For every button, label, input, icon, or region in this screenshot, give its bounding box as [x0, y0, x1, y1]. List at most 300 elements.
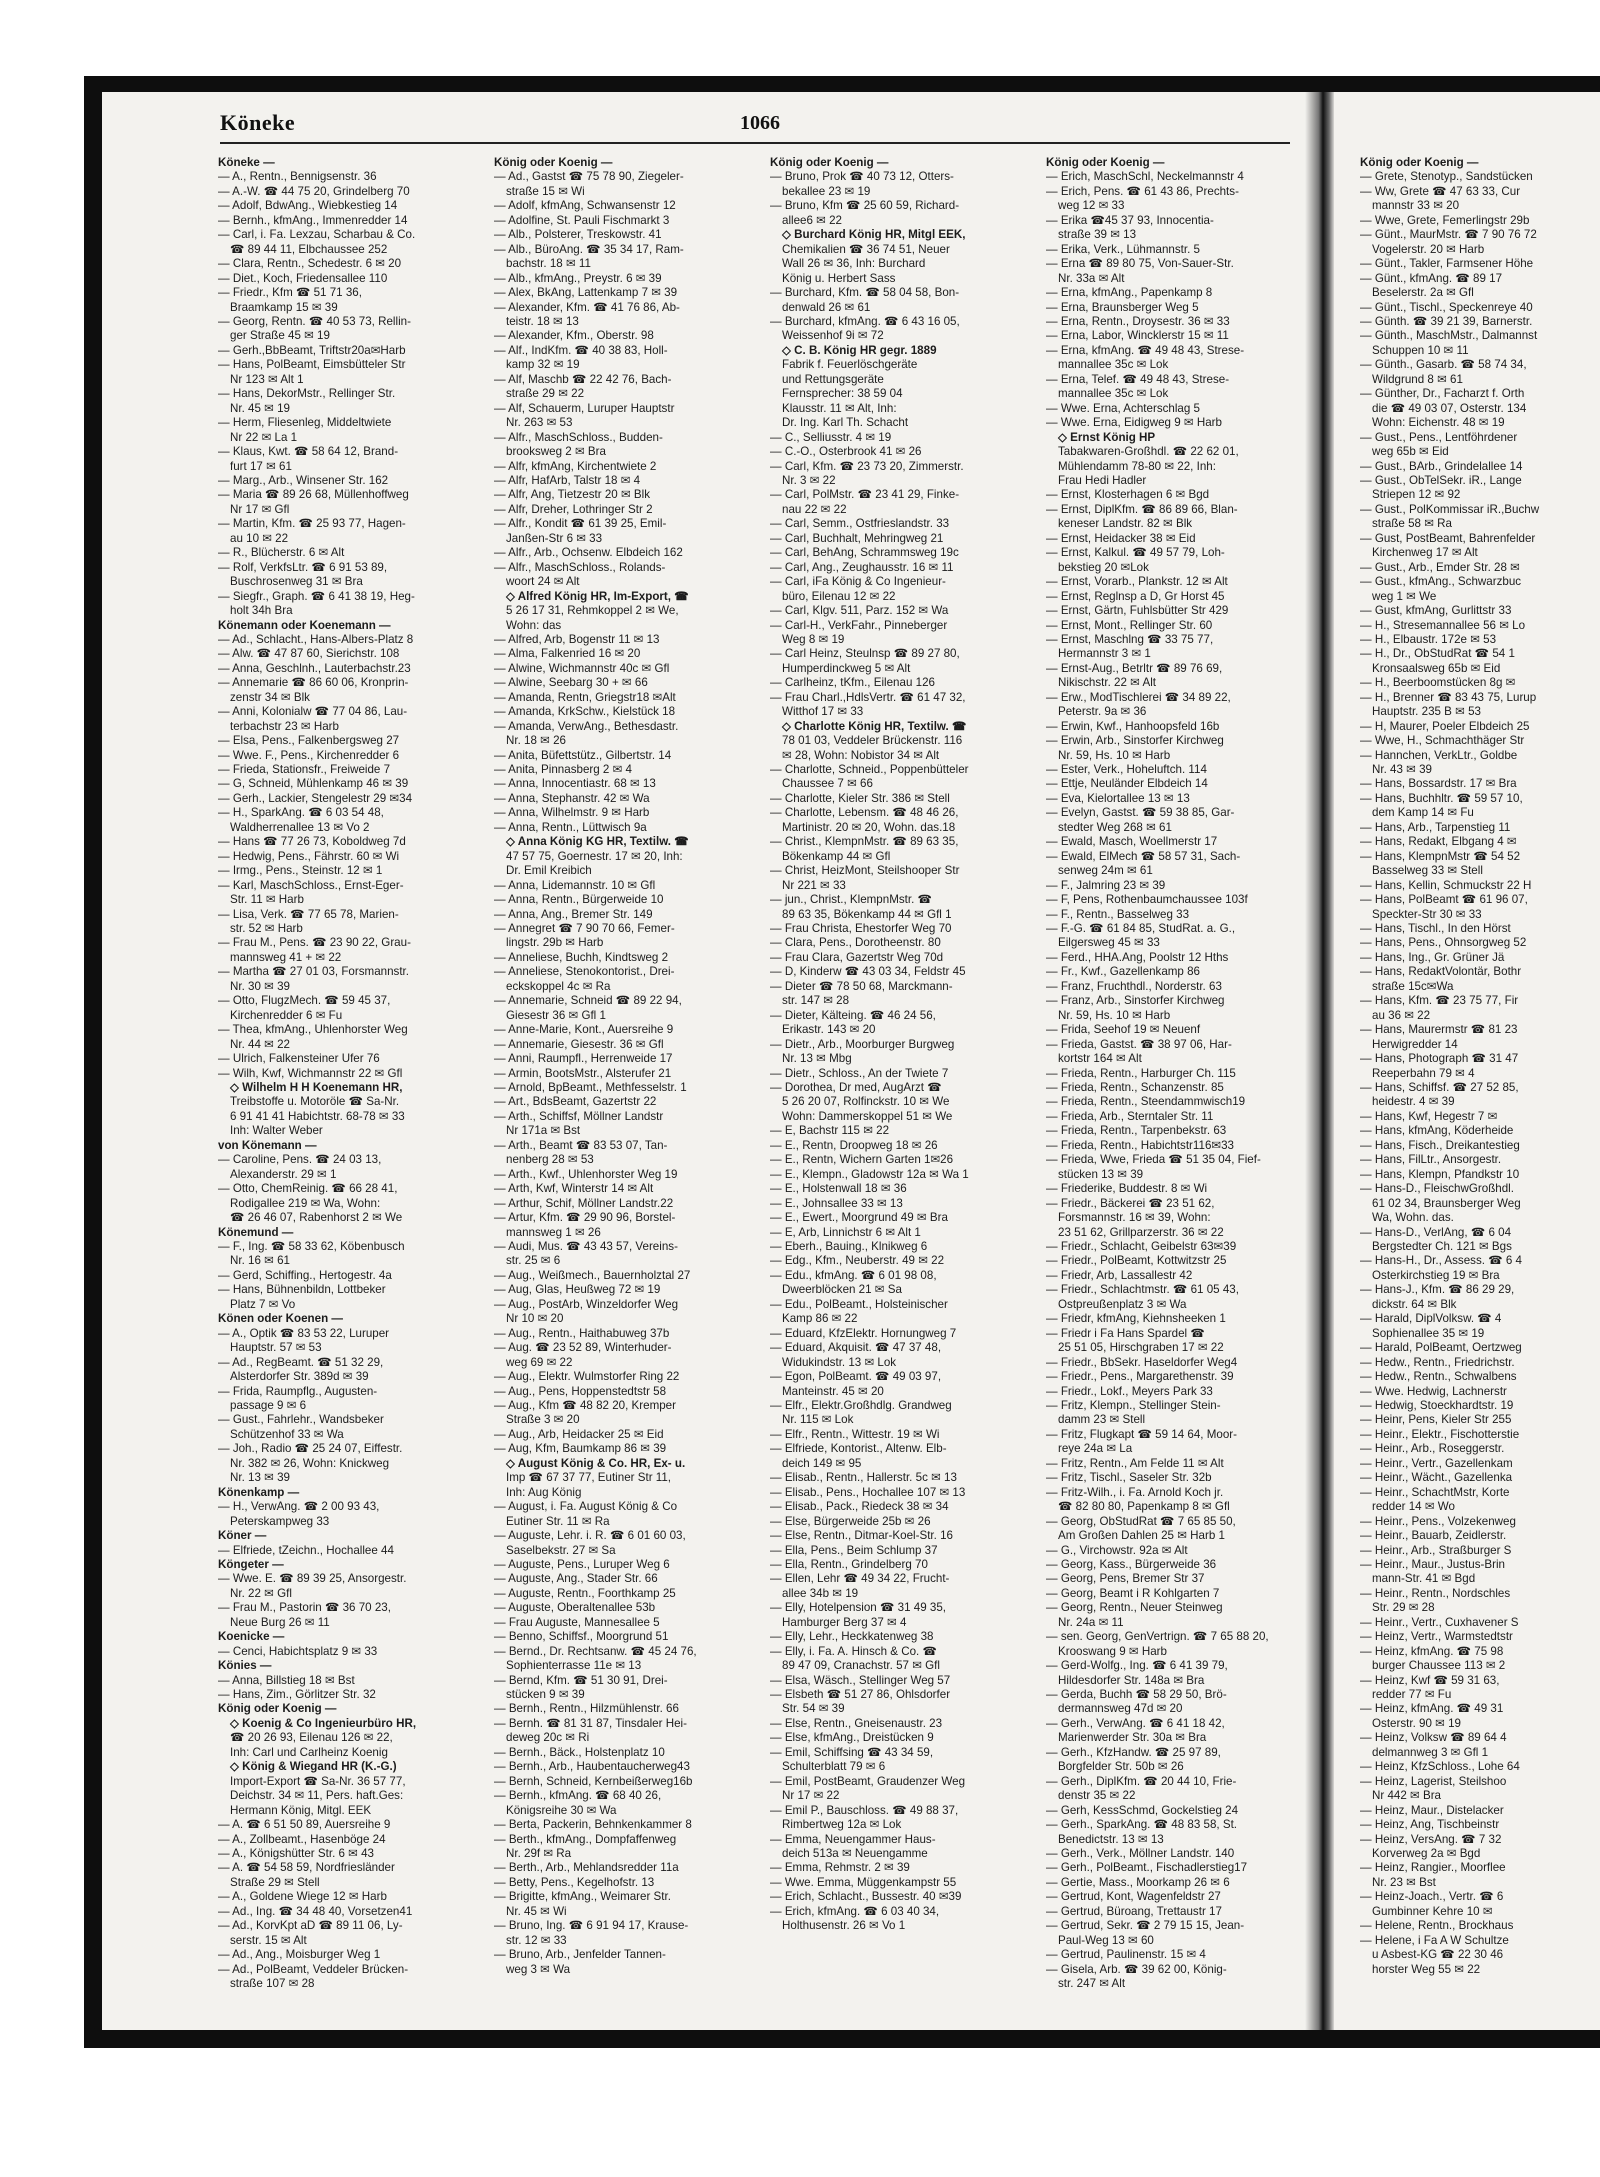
directory-line: — Siegfr., Graph. ☎ 6 41 38 19, Heg-: [218, 589, 415, 603]
directory-line: u Asbest-KG ☎ 22 30 46: [1372, 1948, 1504, 1962]
directory-line: — Arth, Kwf, Winterstr 14 ✉ Alt: [494, 1182, 654, 1196]
directory-line: Marienwerder Str. 30a ✉ Bra: [1058, 1731, 1207, 1745]
directory-line: weg 65b ✉ Eid: [1372, 445, 1449, 459]
directory-line: — C., Selliusstr. 4 ✉ 19: [770, 430, 892, 444]
directory-line: ◇ Anna König KG HR, Textilw. ☎: [506, 835, 689, 849]
directory-line: — Art., BdsBeamt, Gazertstr 22: [494, 1095, 657, 1109]
directory-line: — Anni, Kolonialw ☎ 77 04 86, Lau-: [218, 705, 408, 719]
directory-line: allee 34b ✉ 19: [782, 1586, 859, 1600]
directory-line: Vogelerstr. 20 ✉ Harb: [1372, 242, 1485, 256]
directory-line: — Bruno, Kfm ☎ 25 60 59, Richard-: [770, 199, 960, 213]
directory-line: — Evelyn, Gastst. ☎ 59 38 85, Gar-: [1046, 806, 1235, 820]
directory-line: Wohn: das: [506, 618, 562, 632]
directory-line: Rodigallee 219 ✉ Wa, Wohn:: [230, 1196, 381, 1210]
directory-line: — Hedw., Rentn., Schwalbens: [1360, 1370, 1517, 1384]
directory-line: — Hans, Maurermstr ☎ 81 23: [1360, 1023, 1518, 1037]
directory-line: Kronsaalsweg 65b ✉ Eid: [1372, 661, 1501, 675]
directory-line: — E., Holstenwall 18 ✉ 36: [770, 1182, 907, 1196]
directory-line: str. 147 ✉ 28: [782, 994, 850, 1008]
directory-line: — Bernh., kfmAng. ☎ 68 40 26,: [494, 1789, 662, 1803]
directory-line: ◇ August König & Co. HR, Ex- u.: [506, 1456, 686, 1470]
directory-line: — Günt., Tischl., Speckenreye 40: [1360, 300, 1533, 314]
directory-line: — Frieda, Rentn., Harburger Ch. 115: [1046, 1066, 1236, 1080]
directory-line: — jun., Christ., KlempnMstr. ☎: [770, 893, 932, 907]
directory-line: — Hans, Fisch., Dreikantestieg: [1360, 1138, 1520, 1152]
directory-line: — Frau Charl.,HdlsVertr. ☎ 61 47 32,: [770, 690, 966, 704]
directory-line: — H., Stresemannallee 56 ✉ Lo: [1360, 618, 1526, 632]
directory-line: — Carl, BehAng, Schrammsweg 19c: [770, 546, 959, 560]
directory-column-2: [494, 156, 762, 2026]
directory-line: — Annegret ☎ 7 90 70 66, Femer-: [494, 922, 675, 936]
directory-line: — Günt., MaurMstr. ☎ 7 90 76 72: [1360, 228, 1537, 242]
directory-line: — Alfr, Ang, Tietzestr 20 ✉ Blk: [494, 488, 650, 502]
directory-line: — Dieter ☎ 78 50 68, Marckmann-: [770, 979, 953, 993]
directory-line: — Friedr., Schlacht, Geibelstr 63✉39: [1046, 1239, 1237, 1253]
directory-line: — Hans, KlempnMstr ☎ 54 52: [1360, 849, 1521, 863]
directory-column-5: [1360, 156, 1600, 2026]
directory-line: — Anne-Marie, Kont., Auersreihe 9: [494, 1023, 674, 1037]
directory-line: — Anna, Lidemannstr. 10 ✉ Gfl: [494, 878, 656, 892]
directory-line: Könenkamp —: [218, 1485, 300, 1499]
directory-line: au 10 ✉ 22: [230, 531, 289, 545]
directory-line: — Wwe. F., Pens., Kirchenredder 6: [218, 748, 400, 762]
directory-line: Könies —: [218, 1659, 272, 1673]
directory-line: Martinistr. 20 ✉ 20, Wohn. das.18: [782, 820, 956, 834]
directory-line: denstr 35 ✉ 22: [1058, 1789, 1136, 1803]
directory-line: reye 24a ✉ La: [1058, 1442, 1133, 1456]
directory-line: — Bruno, Ing. ☎ 6 91 94 17, Krause-: [494, 1919, 689, 1933]
directory-line: Nr. 18 ✉ 26: [506, 734, 566, 748]
directory-line: — Gerd, Schiffing., Hertogestr. 4a: [218, 1268, 392, 1282]
directory-line: Mühlendamm 78-80 ✉ 22, Inh:: [1058, 459, 1216, 473]
directory-line: Str. 29 ✉ 28: [1372, 1601, 1435, 1615]
directory-line: Witthof 17 ✉ 33: [782, 705, 864, 719]
directory-line: — Irmg., Pens., Steinstr. 12 ✉ 1: [218, 864, 383, 878]
directory-line: Wohn: Dammerskoppel 51 ✉ We: [782, 1109, 953, 1123]
directory-line: — Heinz, Rangier., Moorflee: [1360, 1861, 1506, 1875]
directory-line: — Erna, kfmAng. ☎ 49 48 43, Strese-: [1046, 343, 1245, 357]
directory-line: — E, Bachstr 115 ✉ 22: [770, 1124, 890, 1138]
directory-line: Am Großen Dahlen 25 ✉ Harb 1: [1058, 1529, 1225, 1543]
directory-line: Nr. 33a ✉ Alt: [1058, 271, 1125, 285]
directory-line: — Ernst, Heidacker 38 ✉ Eid: [1046, 531, 1196, 545]
directory-line: — Ernst, Mont., Rellinger Str. 60: [1046, 618, 1213, 632]
directory-line: — Anna, Billstieg 18 ✉ Bst: [218, 1673, 355, 1687]
directory-line: — Heinr., Wächt., Gazellenka: [1360, 1471, 1513, 1485]
directory-line: — Else, Rentn., Ditmar-Koel-Str. 16: [770, 1529, 953, 1543]
directory-line: deich 513a ✉ Neuengamme: [782, 1847, 928, 1861]
directory-line: Schulterblatt 79 ✉ 6: [782, 1760, 886, 1774]
directory-line: deweg 20c ✉ Ri: [506, 1731, 590, 1745]
directory-line: — Gust., PolKommissar iR.,Buchw: [1360, 502, 1540, 516]
directory-line: dickstr. 64 ✉ Blk: [1372, 1297, 1457, 1311]
header-rule: [220, 142, 1290, 144]
directory-line: — Bernh. ☎ 81 31 87, Tinsdaler Hei-: [494, 1716, 687, 1730]
directory-line: — Gertrud, Kont, Wagenfeldstr 27: [1046, 1890, 1221, 1904]
directory-line: — Erna, kfmAng., Papenkamp 8: [1046, 286, 1213, 300]
directory-line: Könemann oder Koenemann —: [218, 618, 391, 632]
directory-line: — Georg, Pens, Bremer Str 37: [1046, 1572, 1205, 1586]
directory-line: — Berta, Packerin, Behnkenkammer 8: [494, 1818, 692, 1832]
directory-line: dem Kamp 14 ✉ Fu: [1372, 806, 1474, 820]
directory-line: — Hans, Pens., Ohnsorgweg 52: [1360, 936, 1527, 950]
directory-line: — Elly, Hotelpension ☎ 31 49 35,: [770, 1601, 946, 1615]
directory-line: — Heinr., Maur., Justus-Brin: [1360, 1557, 1505, 1571]
directory-line: — G., Virchowstr. 92a ✉ Alt: [1046, 1543, 1188, 1557]
directory-line: nenberg 28 ✉ 53: [506, 1153, 594, 1167]
directory-line: — Emil, PostBeamt, Graudenzer Weg: [770, 1774, 966, 1788]
directory-line: König oder Koenig —: [218, 1702, 337, 1716]
directory-line: ger Straße 45 ✉ 19: [230, 329, 330, 343]
directory-line: — Gerh., Lackier, Stengelestr 29 ✉34: [218, 791, 413, 805]
directory-line: heidestr. 4 ✉ 39: [1372, 1095, 1455, 1109]
directory-line: — Emma, Neuengammer Haus-: [770, 1832, 936, 1846]
directory-line: — Heinr., SchachtMstr, Korte: [1360, 1485, 1510, 1499]
directory-line: mannstr 33 ✉ 20: [1372, 199, 1460, 213]
directory-line: — Gerh., KfzHandw. ☎ 25 97 89,: [1046, 1745, 1221, 1759]
directory-line: — Carl Heinz, Steulnsp ☎ 89 27 80,: [770, 647, 960, 661]
directory-line: — Heinz, Ang, Tischbeinstr: [1360, 1818, 1500, 1832]
directory-line: — Erich, MaschSchl, Neckelmannstr 4: [1046, 170, 1244, 184]
directory-line: — Aug., Arb, Heidacker 25 ✉ Eid: [494, 1427, 664, 1441]
directory-line: — Ernst, Kalkul. ☎ 49 57 79, Loh-: [1046, 546, 1225, 560]
directory-line: — Ad., KorvKpt aD ☎ 89 11 06, Ly-: [218, 1919, 403, 1933]
directory-line: terbachstr 23 ✉ Harb: [230, 719, 339, 733]
directory-line: — Alfr., Kondit ☎ 61 39 25, Emil-: [494, 517, 667, 531]
directory-line: bachstr. 18 ✉ 11: [506, 257, 591, 271]
directory-line: ◇ C. B. König HR gegr. 1889: [782, 343, 937, 357]
directory-line: Nr 123 ✉ Alt 1: [230, 372, 304, 386]
directory-line: — Ad., RegBeamt. ☎ 51 32 29,: [218, 1355, 384, 1369]
directory-line: — Gust., Arb., Emder Str. 28 ✉: [1360, 560, 1520, 574]
directory-line: — Alma, Falkenried 16 ✉ 20: [494, 647, 641, 661]
directory-line: — Brigitte, kfmAng., Weimarer Str.: [494, 1890, 671, 1904]
directory-line: Koenicke —: [218, 1630, 285, 1644]
directory-line: — Heinz, kfmAng. ☎ 49 31: [1360, 1702, 1504, 1716]
directory-line: — Heinr., Arb., Straßburger S: [1360, 1543, 1512, 1557]
directory-line: mannsweg 1 ✉ 26: [506, 1225, 601, 1239]
directory-line: — Elisab., Rentn., Hallerstr. 5c ✉ 13: [770, 1471, 957, 1485]
directory-line: — Carl, Ang., Zeughausstr. 16 ✉ 11: [770, 560, 954, 574]
directory-line: — Annemarie, Schneid ☎ 89 22 94,: [494, 994, 682, 1008]
directory-line: — Hans, PolBeamt ☎ 61 96 07,: [1360, 893, 1528, 907]
directory-line: — Alfr., MaschSchloss., Rolands-: [494, 560, 666, 574]
directory-line: die ☎ 49 03 07, Osterstr. 134: [1372, 401, 1527, 415]
directory-line: — Audi, Mus. ☎ 43 43 57, Vereins-: [494, 1239, 678, 1253]
directory-line: — A., Optik ☎ 83 53 22, Luruper: [218, 1326, 390, 1340]
directory-line: Kirchenredder 6 ✉ Fu: [230, 1008, 343, 1022]
directory-line: allee6 ✉ 22: [782, 213, 842, 227]
directory-line: — A., Goldene Wiege 12 ✉ Harb: [218, 1890, 387, 1904]
directory-line: — Bernh., Rentn., Hilzmühlenstr. 66: [494, 1702, 679, 1716]
directory-line: — Heinz-Joach., Vertr. ☎ 6: [1360, 1890, 1504, 1904]
directory-line: — Edu., PolBeamt., Holsteinischer: [770, 1297, 948, 1311]
directory-line: — Erna, Labor, Wincklerstr 15 ✉ 11: [1046, 329, 1229, 343]
directory-line: Dweerblöcken 21 ✉ Sa: [782, 1283, 902, 1297]
directory-line: — Friedr, Arb, Lassallestr 42: [1046, 1268, 1193, 1282]
directory-line: Platz 7 ✉ Vo: [230, 1297, 296, 1311]
directory-line: Osterstr. 90 ✉ 19: [1372, 1716, 1461, 1730]
directory-line: — Erich, Pens. ☎ 61 43 86, Prechts-: [1046, 184, 1239, 198]
directory-line: — Alf, Schauerm, Luruper Hauptstr: [494, 401, 675, 415]
directory-line: Nr. 30 ✉ 39: [230, 979, 290, 993]
directory-line: — Wwe. Emma, Müggenkampstr 55: [770, 1875, 957, 1889]
directory-line: — Frieda, Arb., Sterntaler Str. 11: [1046, 1109, 1214, 1123]
directory-line: — Anita, Büfettstütz., Gilbertstr. 14: [494, 748, 672, 762]
directory-line: — Elfr., Rentn., Wittestr. 19 ✉ Wi: [770, 1427, 940, 1441]
directory-line: Hermann König, Mitgl. EEK: [230, 1803, 372, 1817]
directory-line: Nr. 29f ✉ Ra: [506, 1847, 572, 1861]
directory-line: — Wwe. Erna, Achterschlag 5: [1046, 401, 1201, 415]
directory-line: 5 26 17 31, Rehmkoppel 2 ✉ We,: [506, 604, 679, 618]
directory-line: — Ernst-Aug., Betrltr ☎ 89 76 69,: [1046, 661, 1223, 675]
directory-line: — Heinz, Volksw ☎ 89 64 4: [1360, 1731, 1507, 1745]
directory-line: — Anna, Innocentiastr. 68 ✉ 13: [494, 777, 656, 791]
directory-line: — Ernst, Vorarb., Plankstr. 12 ✉ Alt: [1046, 575, 1228, 589]
directory-line: — A.-W. ☎ 44 75 20, Grindelberg 70: [218, 184, 410, 198]
directory-line: — Anna, Rentn., Lüttwisch 9a: [494, 820, 647, 834]
directory-line: Wa, Wohn. das.: [1372, 1211, 1454, 1225]
directory-line: — Friedr., Pens., Margarethenstr. 39: [1046, 1370, 1234, 1384]
directory-line: — Georg, Rentn., Neuer Steinweg: [1046, 1601, 1223, 1615]
directory-line: — Adolf, BdwAng., Wiebkestieg 14: [218, 199, 398, 213]
directory-line: — Edu., kfmAng. ☎ 6 01 98 08,: [770, 1268, 937, 1282]
directory-line: — Ellen, Lehr ☎ 49 34 22, Frucht-: [770, 1572, 950, 1586]
directory-line: — E., Johnsallee 33 ✉ 13: [770, 1196, 903, 1210]
directory-line: von Könemann —: [218, 1138, 317, 1152]
directory-line: — Alex, BkAng, Lattenkamp 7 ✉ 39: [494, 286, 678, 300]
directory-line: Fabrik f. Feuerlöschgeräte: [782, 358, 918, 372]
directory-column-1: [218, 156, 486, 2026]
directory-line: — Ad., Ing. ☎ 34 48 40, Vorsetzen41: [218, 1904, 413, 1918]
directory-line: — Hans, Buchhltr. ☎ 59 57 10,: [1360, 791, 1523, 805]
directory-line: — Karl, MaschSchloss., Ernst-Eger-: [218, 878, 404, 892]
directory-line: Holthusenstr. 26 ✉ Vo 1: [782, 1919, 906, 1933]
directory-line: Nr. 382 ✉ 26, Wohn: Knickweg: [230, 1456, 390, 1470]
directory-line: Bökenkamp 44 ✉ Gfl: [782, 849, 891, 863]
directory-line: deich 149 ✉ 95: [782, 1456, 862, 1470]
directory-line: — Frida, Raumpflg., Augusten-: [218, 1384, 378, 1398]
directory-line: — Günth., MaschMstr., Dalmannst: [1360, 329, 1538, 343]
directory-line: Nr. 44 ✉ 22: [230, 1037, 290, 1051]
directory-column-3: [770, 156, 1038, 2026]
directory-line: Nr. 3 ✉ 22: [782, 473, 836, 487]
directory-line: straße 107 ✉ 28: [230, 1977, 315, 1991]
directory-line: — A., Zollbeamt., Hasenböge 24: [218, 1832, 386, 1846]
directory-line: woort 24 ✉ Alt: [506, 575, 580, 589]
directory-line: — Joh., Radio ☎ 25 24 07, Eiffestr.: [218, 1442, 403, 1456]
directory-line: eckskoppel 4c ✉ Ra: [506, 979, 611, 993]
directory-line: holt 34h Bra: [230, 604, 293, 618]
directory-line: — Elly, Lehr., Heckkatenweg 38: [770, 1630, 934, 1644]
directory-line: Nr. 45 ✉ Wi: [506, 1904, 567, 1918]
directory-line: — Erich, Schlacht., Bussestr. 40 ✉39: [770, 1890, 962, 1904]
directory-line: — Alb., BüroAng. ☎ 35 34 17, Ram-: [494, 242, 684, 256]
directory-line: — F., Jalmring 23 ✉ 39: [1046, 878, 1166, 892]
directory-line: dermannsweg 47d ✉ 20: [1058, 1702, 1183, 1716]
directory-line: Korverweg 2a ✉ Bgd: [1372, 1847, 1481, 1861]
directory-line: — Dorothea, Dr med, AugArzt ☎: [770, 1081, 942, 1094]
directory-line: denwald 26 ✉ 61: [782, 300, 871, 314]
directory-line: Speckter-Str 30 ✉ 33: [1372, 907, 1482, 921]
directory-line: — Elly, i. Fa. A. Hinsch & Co. ☎: [770, 1644, 937, 1658]
directory-line: Benedictstr. 13 ✉ 13: [1058, 1832, 1164, 1846]
directory-line: Sophienterrasse 11e ✉ 13: [506, 1659, 642, 1673]
directory-line: — Carl, Klgv. 511, Parz. 152 ✉ Wa: [770, 604, 949, 618]
directory-line: — Hans-D., FleischwGroßhdl.: [1360, 1182, 1514, 1196]
directory-line: Nr. 24a ✉ 11: [1058, 1615, 1124, 1629]
directory-line: Kirchenweg 17 ✉ Alt: [1372, 546, 1478, 560]
directory-line: — Heinr., Rentn., Nordschles: [1360, 1586, 1511, 1600]
directory-line: — Alf, Maschb ☎ 22 42 76, Bach-: [494, 372, 672, 386]
directory-line: stücken 9 ✉ 39: [506, 1688, 585, 1702]
directory-line: — Frau Clara, Gazertstr Weg 70d: [770, 950, 944, 964]
directory-line: — Otto, FlugzMech. ☎ 59 45 37,: [218, 994, 391, 1008]
directory-line: — Gust, kfmAng, Gurlittstr 33: [1360, 604, 1512, 618]
directory-line: Nr. 115 ✉ Lok: [782, 1413, 854, 1427]
directory-line: — H, Maurer, Poeler Elbdeich 25: [1360, 719, 1530, 733]
directory-line: — Aug., Rentn., Haithabuweg 37b: [494, 1326, 670, 1340]
directory-line: — Gerh, KessSchmd, Gockelstieg 24: [1046, 1803, 1239, 1817]
directory-line: ◇ König & Wiegand HR (K.-G.): [230, 1760, 397, 1774]
directory-line: burger Chaussee 113 ✉ 2: [1372, 1659, 1506, 1673]
directory-line: — Heinz, kfmAng. ☎ 75 98: [1360, 1644, 1504, 1658]
directory-line: Nr. 59, Hs. 10 ✉ Harb: [1058, 748, 1171, 762]
directory-line: — Bernd, Kfm. ☎ 51 30 91, Drei-: [494, 1673, 668, 1687]
directory-line: Fernsprecher: 38 59 04: [782, 387, 903, 401]
directory-line: — Günt., Takler, Farmsener Höhe: [1360, 257, 1534, 271]
directory-line: — Carl, PolMstr. ☎ 23 41 29, Finke-: [770, 488, 960, 502]
directory-line: — Anna, Ang., Bremer Str. 149: [494, 907, 653, 921]
directory-line: — Frida, Seehof 19 ✉ Neuenf: [1046, 1023, 1201, 1037]
directory-line: — Aug, Glas, Heußweg 72 ✉ 19: [494, 1283, 661, 1297]
directory-line: — Carl, i. Fa. Lexzau, Scharbau & Co.: [218, 228, 416, 242]
directory-line: — Hans ☎ 77 26 73, Koboldweg 7d: [218, 835, 406, 849]
directory-line: 61 02 34, Braunsberger Weg: [1372, 1196, 1521, 1210]
directory-line: — H., SparkAng. ☎ 6 03 54 48,: [218, 806, 384, 820]
directory-line: passage 9 ✉ 6: [230, 1398, 307, 1412]
directory-line: — Friedr., Lokf., Meyers Park 33: [1046, 1384, 1213, 1398]
directory-line: — Aug., Weißmech., Bauernholztal 27: [494, 1268, 691, 1282]
directory-line: — Ernst, Reglnsp a D, Gr Horst 45: [1046, 589, 1225, 603]
directory-line: Deichstr. 34 ✉ 11, Pers. haft.Ges:: [230, 1789, 404, 1803]
directory-line: — Otto, ChemReinig. ☎ 66 28 41,: [218, 1182, 398, 1196]
directory-line: — Heinz, Lagerist, Steilshoo: [1360, 1774, 1507, 1788]
directory-line: ☎ 82 80 80, Papenkamp 8 ✉ Gfl: [1058, 1500, 1230, 1514]
directory-line: redder 77 ✉ Fu: [1372, 1688, 1452, 1702]
directory-line: — Helene, i Fa A W Schultze: [1360, 1933, 1509, 1947]
directory-line: Basselweg 33 ✉ Stell: [1372, 864, 1483, 878]
directory-line: — Emil, Schiffsing ☎ 43 34 59,: [770, 1745, 934, 1759]
directory-line: Hamburger Berg 37 ✉ 4: [782, 1615, 907, 1629]
directory-line: — Berth., kfmAng., Dompfaffenweg: [494, 1832, 677, 1846]
directory-line: Nr. 263 ✉ 53: [506, 416, 573, 430]
directory-line: bekstieg 20 ✉Lok: [1058, 560, 1149, 574]
directory-line: — Eduard, Akquisit. ☎ 47 37 48,: [770, 1341, 942, 1355]
directory-line: — Edg., Kfm., Neuberstr. 49 ✉ 22: [770, 1254, 945, 1268]
directory-line: — Ad., Ang., Moisburger Weg 1: [218, 1948, 381, 1962]
directory-line: Rimbertweg 12a ✉ Lok: [782, 1818, 902, 1832]
directory-line: — H., VerwAng. ☎ 2 00 93 43,: [218, 1500, 380, 1514]
directory-line: — Carl, Buchhalt, Mehringweg 21: [770, 531, 944, 545]
directory-line: — Berth., Arb., Mehlandsredder 11a: [494, 1861, 679, 1875]
directory-line: — Anita, Pinnasberg 2 ✉ 4: [494, 763, 632, 777]
directory-line: — Heinr., Elektr., Fischotterstie: [1360, 1427, 1520, 1441]
directory-line: — Aug., Pens, Hoppenstedtstr 58: [494, 1384, 667, 1398]
directory-line: — Hans, Ing., Gr. Grüner Jä: [1360, 950, 1505, 964]
directory-line: mannsweg 41 + ✉ 22: [230, 950, 342, 964]
directory-line: — Elisab., Pack., Riedeck 38 ✉ 34: [770, 1500, 949, 1514]
directory-line: Weg 8 ✉ 19: [782, 632, 845, 646]
directory-line: ◇ Alfred König HR, Im-Export, ☎: [506, 589, 689, 603]
directory-line: — sen. Georg, GenVertrign. ☎ 7 65 88 20,: [1046, 1630, 1269, 1644]
directory-line: Forsmannstr. 16 ✉ 39, Wohn:: [1058, 1211, 1211, 1225]
directory-line: Nr 171a ✉ Bst: [506, 1124, 581, 1138]
directory-line: — A., Rentn., Bennigsenstr. 36: [218, 170, 377, 184]
directory-line: — Gust., Fahrlehr., Wandsbeker: [218, 1413, 384, 1427]
directory-line: — Alw. ☎ 47 87 60, Sierichstr. 108: [218, 647, 400, 661]
directory-line: stücken 13 ✉ 39: [1058, 1167, 1144, 1181]
directory-line: weg 3 ✉ Wa: [506, 1962, 571, 1976]
directory-line: serstr. 15 ✉ Alt: [230, 1933, 307, 1947]
directory-line: Wohn: Eichenstr. 48 ✉ 19: [1372, 416, 1505, 430]
directory-line: — Erika, Verk., Lühmannstr. 5: [1046, 242, 1201, 256]
directory-line: delmannweg 3 ✉ Gfl 1: [1372, 1745, 1489, 1759]
directory-line: Frau Hedi Hadler: [1058, 473, 1147, 487]
directory-line: Erikastr. 143 ✉ 20: [782, 1023, 876, 1037]
directory-line: ☎ 89 44 11, Elbchaussee 252: [230, 242, 388, 256]
directory-line: — Ad., Gastst ☎ 75 78 90, Ziegeler-: [494, 170, 684, 184]
directory-line: — Alf., IndKfm. ☎ 40 38 83, Holl-: [494, 343, 668, 357]
directory-line: bekallee 23 ✉ 19: [782, 184, 871, 198]
directory-line: — August, i. Fa. August König & Co: [494, 1500, 678, 1514]
directory-line: — Marg., Arb., Winsener Str. 162: [218, 473, 389, 487]
directory-line: Eilgersweg 45 ✉ 33: [1058, 936, 1160, 950]
directory-line: Wall 26 ✉ 36, Inh: Burchard: [782, 257, 926, 271]
directory-line: — E., Rentn, Wichern Garten 1✉26: [770, 1153, 954, 1167]
directory-line: — Ad., PolBeamt, Veddeler Brücken-: [218, 1962, 409, 1976]
directory-line: — Cenci, Habichtsplatz 9 ✉ 33: [218, 1644, 378, 1658]
directory-line: — Wwe. Hedwig, Lachnerstr: [1360, 1384, 1507, 1398]
directory-line: — Ferd., HHA.Ang, Poolstr 12 Hths: [1046, 950, 1229, 964]
directory-line: — Else, kfmAng., Dreistücken 9: [770, 1731, 934, 1745]
directory-line: Köneke —: [218, 156, 275, 169]
directory-line: — Georg, Beamt i R Kohlgarten 7: [1046, 1586, 1220, 1600]
directory-line: — Hans, Schiffsf. ☎ 27 52 85,: [1360, 1081, 1519, 1094]
directory-line: au 36 ✉ 22: [1372, 1008, 1431, 1022]
directory-line: — Hans, Photograph ☎ 31 47: [1360, 1052, 1519, 1066]
directory-line: — Alwine, Seebarg 30 + ✉ 66: [494, 676, 648, 690]
directory-line: Import-Export ☎ Sa-Nr. 36 57 77,: [230, 1774, 406, 1788]
directory-line: — Elsa, Pens., Falkenbergsweg 27: [218, 734, 400, 748]
directory-line: — Emil P., Bauschloss. ☎ 49 88 37,: [770, 1803, 959, 1817]
directory-line: — Arnold, BpBeamt., Methfesselstr. 1: [494, 1081, 687, 1094]
page-header: [120, 110, 1300, 140]
directory-line: Inh: Walter Weber: [230, 1124, 323, 1138]
directory-line: straße 29 ✉ 22: [506, 387, 585, 401]
directory-line: — Hans, Bühnenbildn, Lottbeker: [218, 1283, 386, 1297]
directory-line: — Friedr, kfmAng, Kiehnsheeken 1: [1046, 1312, 1226, 1326]
directory-line: — Fritz, Klempn., Stellinger Stein-: [1046, 1398, 1221, 1412]
directory-line: — Erna, Rentn., Droysestr. 36 ✉ 33: [1046, 314, 1230, 328]
directory-line: — Gerh., PolBeamt., Fischadlerstieg17: [1046, 1861, 1248, 1875]
directory-line: — Erna, Telef. ☎ 49 48 43, Strese-: [1046, 372, 1230, 386]
directory-line: — Ulrich, Falkensteiner Ufer 76: [218, 1052, 380, 1066]
directory-line: Nr. 43 ✉ 39: [1372, 763, 1432, 777]
directory-line: — Hans, Klempn, Pfandkstr 10: [1360, 1167, 1520, 1181]
directory-line: — Thea, kfmAng., Uhlenhorster Weg: [218, 1023, 408, 1037]
directory-line: Str. 54 ✉ 39: [782, 1702, 845, 1716]
